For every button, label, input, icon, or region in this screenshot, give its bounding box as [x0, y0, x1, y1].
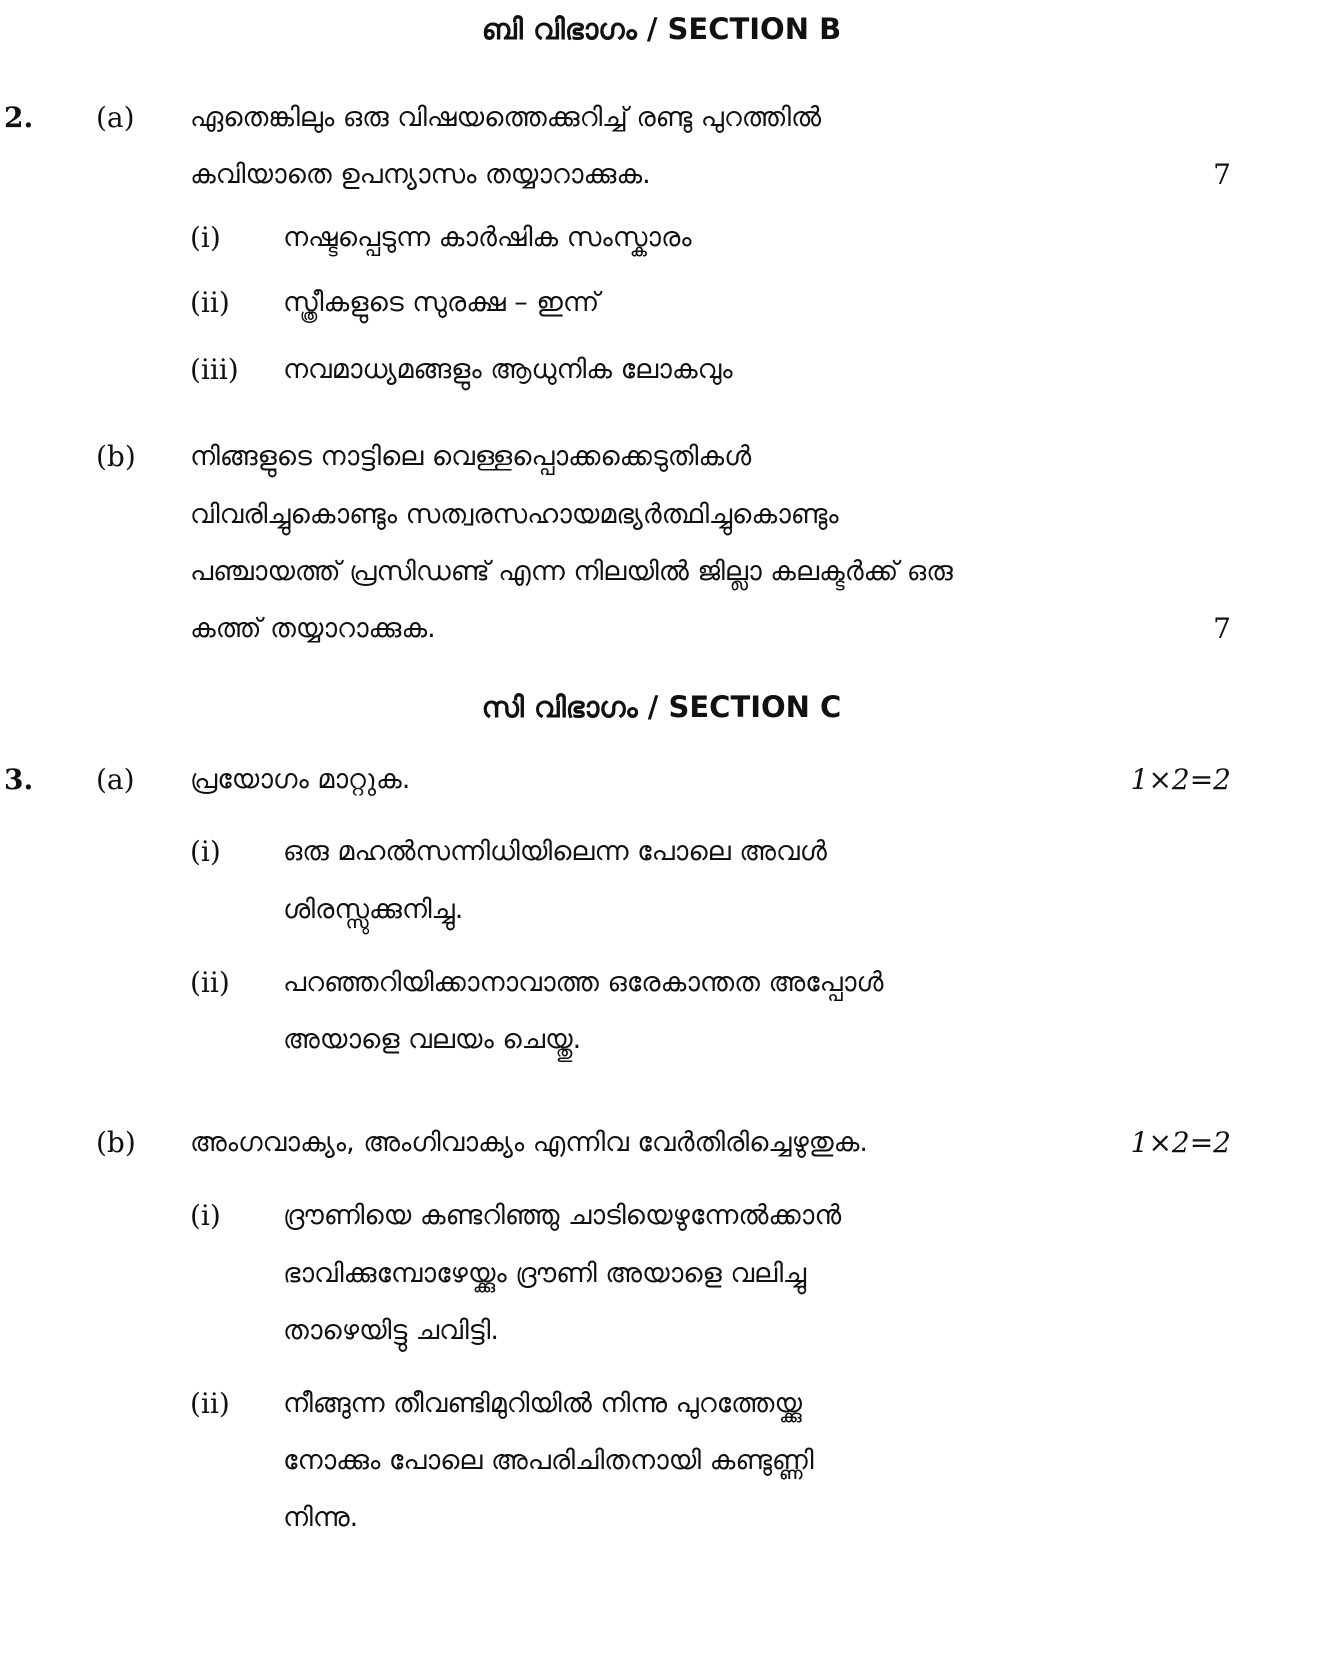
part-label: (a) [96, 101, 135, 134]
question-number: 3. [4, 763, 34, 796]
question-text: നിങ്ങളുടെ നാട്ടിലെ വെള്ളപ്പൊക്കക്കെടുതികൾ [190, 441, 752, 472]
question-text: കവിയാതെ ഉപന്യാസം തയ്യാറാക്കുക. [190, 159, 651, 190]
option-label: (ii) [190, 286, 230, 319]
option-text: നവമാധ്യമങ്ങളും ആധുനിക ലോകവും [283, 354, 733, 385]
question-text: കത്ത് തയ്യാറാക്കുക. [190, 613, 436, 644]
item-text: താഴെയിട്ടു ചവിട്ടി. [283, 1315, 499, 1346]
question-text: വിവരിച്ചുകൊണ്ടും സത്വരസഹായമഭ്യർത്ഥിച്ചുകൊണ്ടും [190, 499, 839, 530]
marks: 7 [1213, 612, 1231, 645]
item-text: നോക്കും പോലെ അപരിചിതനായി കണ്ടുണ്ണി [283, 1445, 814, 1476]
option-label: (i) [190, 221, 221, 254]
section-c-title: സി വിഭാഗം / SECTION C [481, 690, 842, 724]
item-text: ശിരസ്സുക്കുനിച്ചു. [283, 894, 464, 925]
item-label: (ii) [190, 966, 230, 999]
item-text: പറഞ്ഞറിയിക്കാനാവാത്ത ഒരേകാന്തത അപ്പോൾ [283, 967, 884, 998]
option-text: നഷ്ടപ്പെടുന്ന കാർഷിക സംസ്കാരം [283, 222, 692, 253]
option-text: സ്ത്രീകളുടെ സുരക്ഷ – ഇന്ന് [283, 287, 600, 318]
item-text: അയാളെ വലയം ചെയ്തു. [283, 1024, 582, 1055]
question-text: ഏതെങ്കിലും ഒരു വിഷയത്തെക്കുറിച്ച് രണ്ടു പുറത്തിൽ [190, 102, 822, 133]
question-text: പഞ്ചായത്ത് പ്രസിഡണ്ട് എന്ന നിലയിൽ ജില്ലാ കലക്ടർക്ക് ഒരു [190, 556, 953, 587]
item-label: (i) [190, 835, 221, 868]
option-label: (iii) [190, 353, 239, 386]
item-text: നിന്നു. [283, 1502, 359, 1533]
item-text: ഭാവിക്കുമ്പോഴേയ്ക്കും ദ്രൗണി അയാളെ വലിച്ചു [283, 1258, 807, 1289]
part-label: (b) [96, 1126, 136, 1159]
question-text: പ്രയോഗം മാറ്റുക. [190, 764, 411, 795]
item-text: ദ്രൗണിയെ കണ്ടറിഞ്ഞു ചാടിയെഴുന്നേൽക്കാൻ [283, 1200, 842, 1231]
item-text: ഒരു മഹൽസന്നിധിയിലെന്ന പോലെ അവൾ [283, 836, 827, 867]
marks: 7 [1213, 158, 1231, 191]
part-label: (b) [96, 440, 136, 473]
section-b-title: ബി വിഭാഗം / SECTION B [481, 12, 842, 46]
item-label: (ii) [190, 1387, 230, 1420]
marks: 1×2=2 [1130, 1126, 1231, 1159]
part-label: (a) [96, 763, 135, 796]
question-number: 2. [4, 101, 34, 134]
question-text: അംഗവാക്യം, അംഗിവാക്യം എന്നിവ വേർതിരിച്ചെഴുതുക. [190, 1127, 868, 1158]
marks: 1×2=2 [1130, 763, 1231, 796]
item-text: നീങ്ങുന്ന തീവണ്ടിമുറിയിൽ നിന്നു പുറത്തേയ്ക്കു [283, 1388, 802, 1419]
item-label: (i) [190, 1199, 221, 1232]
